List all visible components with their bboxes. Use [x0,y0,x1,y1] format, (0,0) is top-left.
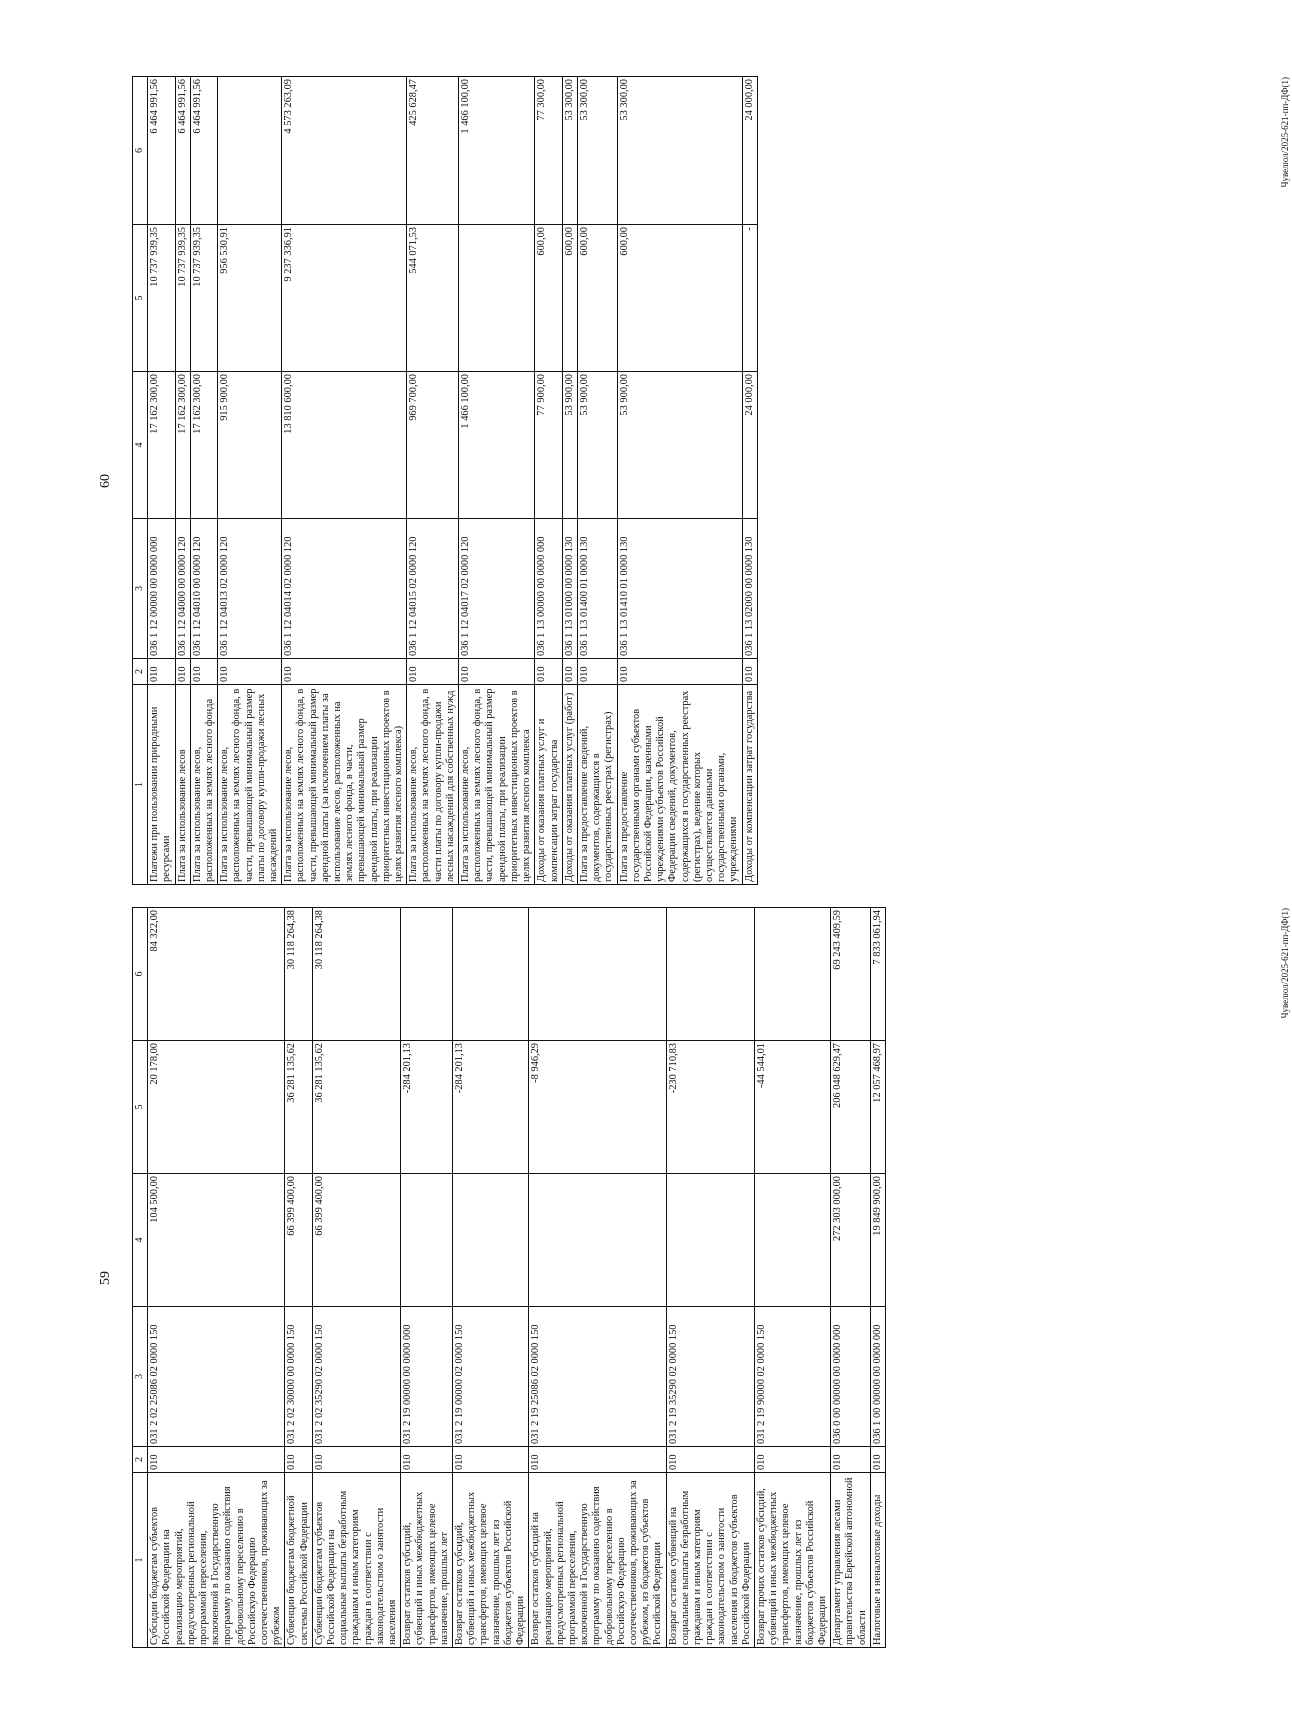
table-row [190,77,217,885]
table-row [218,77,282,885]
row-name-cell: Плата за использование лесов, расположенных на землях лесного фонда, в части, превышающей минимальный размер арендной платы, при реализации приоритетных инвестиционных проектов в целях развития лесного комплекса [459,685,535,885]
row-admin-cell: 010 [175,659,190,685]
row-fact-cell: 10 737 939,35 [190,225,217,372]
table-row [312,908,400,1648]
row-name-cell: Плата за предоставление государственными органами субъектов Российской Федерации, казенными учреждениями субъектов Российской Федерации сведений, документов, содержащихся в государственных реестрах (регистрах), ведение которых осуществляется данными государственными органами, учреждениями [617,685,742,885]
row-plan-cell: 17 162 300,00 [148,372,175,519]
row-code-cell: 036 1 12 04013 02 0000 120 [218,519,282,659]
row-code-cell: 036 1 13 01000 00 0000 130 [562,519,577,659]
table-row [562,77,577,885]
row-plan-cell: 272 303 000,00 [831,1174,871,1307]
row-name-cell: Плата за использование лесов [175,685,190,885]
column-header: 1 [133,685,148,885]
table-row [870,908,885,1648]
row-code-cell: 036 1 13 02000 00 0000 130 [742,519,757,659]
row-code-cell: 036 1 12 04015 02 0000 120 [407,519,459,659]
table-row [285,908,312,1648]
row-admin-cell: 010 [285,1447,312,1473]
row-name-cell: Плата за использование лесов, расположенных на землях лесного фонда [190,685,217,885]
row-remain-cell: 6 464 991,56 [190,77,217,225]
row-admin-cell: 010 [870,1447,885,1473]
row-remain-cell: 53 300,00 [577,77,617,225]
row-admin-cell: 010 [282,659,407,685]
row-code-cell: 031 2 02 30000 00 0000 150 [285,1307,312,1447]
row-fact-cell: -284 201,13 [453,1041,529,1174]
document-footer: Чувелюл/2025-621-пп-ДФ(1) [1280,908,1290,1019]
row-fact-cell: -284 201,13 [401,1041,453,1174]
table-row [617,77,742,885]
row-plan-cell: 24 000,00 [742,372,757,519]
row-plan-cell [666,1174,754,1307]
row-plan-cell: 1 466 100,00 [459,372,535,519]
row-fact-cell: - [742,225,757,372]
row-fact-cell: 36 281 135,62 [312,1041,400,1174]
row-admin-cell: 010 [562,659,577,685]
table-row [148,77,175,885]
table-header-row [133,77,148,885]
row-code-cell: 036 1 12 04000 00 0000 120 [175,519,190,659]
row-plan-cell [754,1174,830,1307]
row-admin-cell: 010 [529,1447,666,1473]
table-row [831,908,871,1648]
row-plan-cell: 17 162 300,00 [175,372,190,519]
row-name-cell: Субсидии бюджетам субъектов Российской Федерации на реализацию мероприятий, предусмотренных региональной программой переселения, включенной в Государственную программу по оказанию содействия добровольному переселению в Российскую Федерацию соотечественников, проживающих за рубежом [148,1473,285,1648]
revenue-table-60 [132,76,758,885]
row-fact-cell: 600,00 [535,225,562,372]
table-row [577,77,617,885]
row-name-cell: Департамент управления лесами правительства Еврейской автономной области [831,1473,871,1648]
row-plan-cell: 969 700,00 [407,372,459,519]
row-fact-cell [459,225,535,372]
row-fact-cell: 36 281 135,62 [285,1041,312,1174]
row-remain-cell: 4 573 263,09 [282,77,407,225]
row-plan-cell: 66 399 400,00 [312,1174,400,1307]
table-row [666,908,754,1648]
row-name-cell: Возврат остатков субсидий, субвенций и иных межбюджетных трансфертов, имеющих целевое назначение, прошлых лет [401,1473,453,1648]
row-code-cell: 031 2 19 25086 02 0000 150 [529,1307,666,1447]
row-code-cell: 031 2 02 25086 02 0000 150 [148,1307,285,1447]
row-admin-cell: 010 [190,659,217,685]
row-remain-cell: 69 243 409,59 [831,908,871,1041]
row-name-cell: Плата за использование лесов, расположенных на землях лесного фонда, в части, превышающей минимальный размер платы по договору купли-продажи лесных насаждений [218,685,282,885]
row-remain-cell [754,908,830,1041]
row-admin-cell: 010 [453,1447,529,1473]
row-plan-cell: 53 900,00 [562,372,577,519]
row-code-cell: 031 2 02 35290 02 0000 150 [312,1307,400,1447]
row-remain-cell: 30 118 264,38 [285,908,312,1041]
row-code-cell: 031 2 19 35290 02 0000 150 [666,1307,754,1447]
row-admin-cell: 010 [459,659,535,685]
row-name-cell: Доходы от оказания платных услуг и компенсации затрат государства [535,685,562,885]
table-row [754,908,830,1648]
row-code-cell: 036 1 13 01400 01 0000 130 [577,519,617,659]
table-row [401,908,453,1648]
row-plan-cell: 53 900,00 [617,372,742,519]
row-name-cell: Возврат остатков субсидий, субвенций и иных межбюджетных трансфертов, имеющих целевое назначение, прошлых лет из бюджетов субъектов Российской Федерации [453,1473,529,1648]
row-name-cell: Плата за использование лесов, расположенных на землях лесного фонда, в части платы по договору купли-продажи лесных насаждений для собственных нужд [407,685,459,885]
row-plan-cell: 66 399 400,00 [285,1174,312,1307]
row-plan-cell: 13 810 600,00 [282,372,407,519]
row-admin-cell: 010 [218,659,282,685]
row-name-cell: Доходы от компенсации затрат государства [742,685,757,885]
row-code-cell: 036 1 00 00000 00 0000 000 [870,1307,885,1447]
column-header: 3 [133,1307,148,1447]
row-remain-cell: 425 628,47 [407,77,459,225]
row-code-cell: 036 1 12 04017 02 0000 120 [459,519,535,659]
column-header: 4 [133,1174,148,1307]
table-row [175,77,190,885]
row-name-cell: Налоговые и неналоговые доходы [870,1473,885,1648]
row-remain-cell: 6 464 991,56 [175,77,190,225]
row-remain-cell: 77 300,00 [535,77,562,225]
column-header: 6 [133,77,148,225]
row-remain-cell: 24 000,00 [742,77,757,225]
column-header: 1 [133,1473,148,1648]
row-fact-cell: -230 710,83 [666,1041,754,1174]
row-fact-cell: 956 530,91 [218,225,282,372]
row-admin-cell: 010 [754,1447,830,1473]
row-code-cell: 036 1 13 00000 00 0000 000 [535,519,562,659]
row-plan-cell: 77 900,00 [535,372,562,519]
column-header: 3 [133,519,148,659]
row-fact-cell: 206 048 629,47 [831,1041,871,1174]
column-header: 4 [133,372,148,519]
table-row [282,77,407,885]
revenue-table-59 [132,907,886,1648]
row-remain-cell [529,908,666,1041]
row-plan-cell: 104 500,00 [148,1174,285,1307]
page-number: 59 [98,1271,113,1285]
row-code-cell: 036 1 13 01410 01 0000 130 [617,519,742,659]
row-admin-cell: 010 [535,659,562,685]
row-admin-cell: 010 [577,659,617,685]
row-fact-cell: 9 237 336,91 [282,225,407,372]
document-page-59 [92,908,1292,1648]
column-header: 2 [133,1447,148,1473]
row-name-cell: Возврат остатков субвенций на социальные выплаты безработным гражданам и иным категориям граждан в соответствии с законодательством о занятости населения из бюджетов субъектов Российской Федерации [666,1473,754,1648]
row-plan-cell: 53 900,00 [577,372,617,519]
row-code-cell: 031 2 19 90000 02 0000 150 [754,1307,830,1447]
row-code-cell: 031 2 19 00000 00 0000 000 [401,1307,453,1447]
row-plan-cell [401,1174,453,1307]
row-fact-cell: 544 071,53 [407,225,459,372]
row-remain-cell: 30 118 264,38 [312,908,400,1041]
row-admin-cell: 010 [407,659,459,685]
row-remain-cell [666,908,754,1041]
column-header: 2 [133,659,148,685]
row-admin-cell: 010 [666,1447,754,1473]
row-code-cell: 036 1 12 04014 02 0000 120 [282,519,407,659]
row-remain-cell: 1 466 100,00 [459,77,535,225]
row-code-cell: 036 1 12 00000 00 0000 000 [148,519,175,659]
row-name-cell: Возврат прочих остатков субсидий, субвенций и иных межбюджетных трансфертов, имеющих целевое назначение, прошлых лет из бюджетов субъектов Российской Федерации [754,1473,830,1648]
row-name-cell: Доходы от оказания платных услуг (работ) [562,685,577,885]
column-header: 5 [133,1041,148,1174]
row-plan-cell [529,1174,666,1307]
row-remain-cell: 53 300,00 [617,77,742,225]
row-plan-cell [453,1174,529,1307]
document-footer: Чувелюл/2025-621-пп-ДФ(1) [1280,77,1290,188]
row-fact-cell: 600,00 [562,225,577,372]
row-remain-cell: 7 833 061,94 [870,908,885,1041]
table-header-row [133,908,148,1648]
row-fact-cell: 12 057 468,97 [870,1041,885,1174]
table-row [459,77,535,885]
row-fact-cell: 600,00 [617,225,742,372]
row-remain-cell: 6 464 991,56 [148,77,175,225]
row-fact-cell: 600,00 [577,225,617,372]
row-admin-cell: 010 [831,1447,871,1473]
row-admin-cell: 010 [742,659,757,685]
row-name-cell: Субвенции бюджетам субъектов Российской Федерации на социальные выплаты безработным гражданам и иным категориям граждан в соответствии с законодательством о занятости населения [312,1473,400,1648]
row-name-cell: Возврат остатков субсидий на реализацию мероприятий, предусмотренных региональной программой переселения, включенной в Государственную программу по оказанию содействия добровольному переселению в Российскую Федерацию соотечественников, проживающих за рубежом, из бюджетов субъектов Российской Федерации [529,1473,666,1648]
table-row [407,77,459,885]
column-header: 6 [133,908,148,1041]
row-fact-cell: 10 737 939,35 [148,225,175,372]
row-code-cell: 036 1 12 04010 00 0000 120 [190,519,217,659]
row-fact-cell: -44 544,01 [754,1041,830,1174]
row-remain-cell: 84 322,00 [148,908,285,1041]
table-row [148,908,285,1648]
row-remain-cell [218,77,282,225]
row-name-cell: Плата за предоставление сведений, документов, содержащихся в государственных реестрах (регистрах) [577,685,617,885]
row-admin-cell: 010 [401,1447,453,1473]
row-admin-cell: 010 [312,1447,400,1473]
row-fact-cell: -8 946,29 [529,1041,666,1174]
row-name-cell: Платежи при пользовании природными ресурсами [148,685,175,885]
column-header: 5 [133,225,148,372]
table-row [742,77,757,885]
row-code-cell: 031 2 19 00000 02 0000 150 [453,1307,529,1447]
row-plan-cell: 915 900,00 [218,372,282,519]
row-fact-cell: 20 178,00 [148,1041,285,1174]
row-admin-cell: 010 [617,659,742,685]
row-fact-cell: 10 737 939,35 [175,225,190,372]
row-remain-cell [401,908,453,1041]
page-number: 60 [98,474,113,488]
row-name-cell: Плата за использование лесов, расположенных на землях лесного фонда, в части, превышающей минимальный размер арендной платы (за исключением платы за использование лесов, расположенных на землях лесного фонда, в части, превышающей минимальный размер арендной платы, при реализации приоритетных инвестиционных проектов в целях развития лесного комплекса) [282,685,407,885]
row-admin-cell: 010 [148,1447,285,1473]
document-page-60 [92,77,1292,885]
row-remain-cell: 53 300,00 [562,77,577,225]
table-row [453,908,529,1648]
row-name-cell: Субвенции бюджетам бюджетной системы Российской Федерации [285,1473,312,1648]
table-row [529,908,666,1648]
row-code-cell: 036 0 00 00000 00 0000 000 [831,1307,871,1447]
row-plan-cell: 19 849 900,00 [870,1174,885,1307]
row-remain-cell [453,908,529,1041]
table-row [535,77,562,885]
row-admin-cell: 010 [148,659,175,685]
row-plan-cell: 17 162 300,00 [190,372,217,519]
